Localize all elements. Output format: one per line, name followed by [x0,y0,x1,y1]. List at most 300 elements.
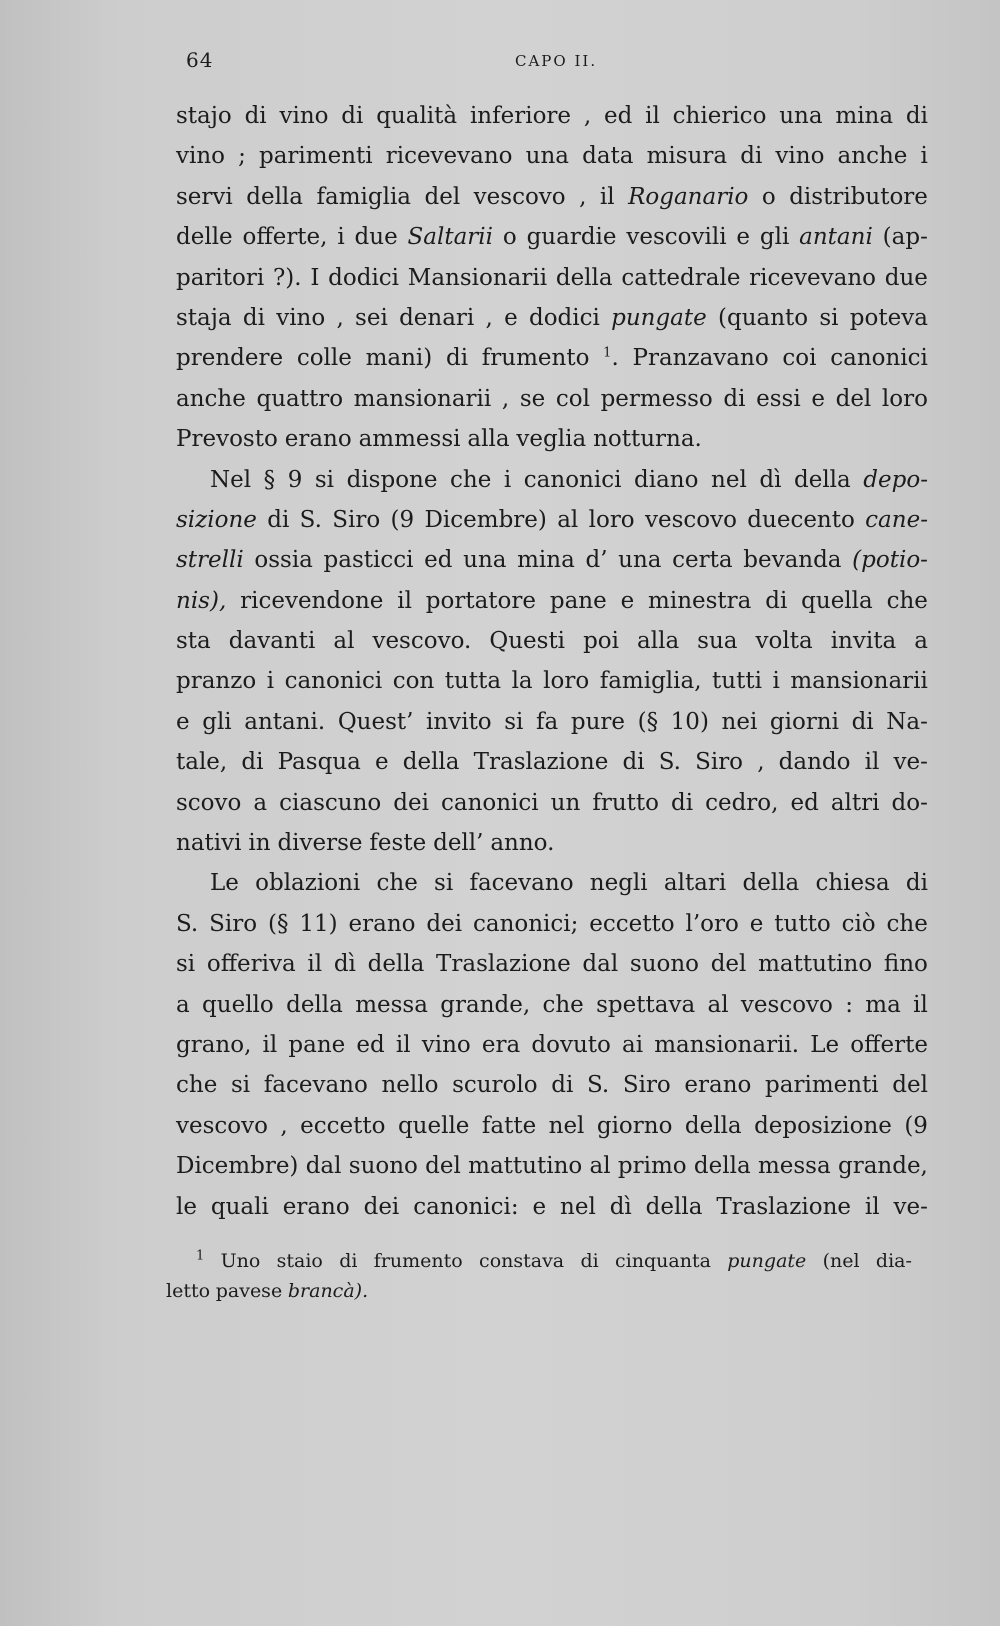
word: Siro [695,749,744,776]
word: di [851,708,874,735]
word: fa [536,708,559,735]
text-line [176,904,928,944]
word: nis), [176,587,227,614]
word: ricevevano [385,143,513,170]
word: pavese [215,1280,283,1302]
word: che [176,1072,218,1099]
word: ricevevano [749,264,876,291]
page-number: 64 [186,48,214,72]
text-line [176,460,928,500]
footnote [166,1246,912,1306]
word: vescovo [740,991,833,1018]
word: di [551,1072,574,1099]
word: nel [560,1193,596,1220]
word: brancà). [287,1280,369,1302]
word: si [819,304,839,331]
word: grande, [837,1153,928,1180]
word: , [579,183,587,210]
word: dì [759,466,782,493]
word: data [582,143,634,170]
word: della [693,1153,751,1180]
word: e [532,1193,547,1220]
word: , [336,304,344,331]
word: di [670,789,694,816]
word: mina [835,103,894,129]
paragraph [176,96,928,460]
word: vino [421,1031,471,1058]
word: chiesa [815,870,890,897]
word: Nel [210,466,252,493]
word: Dicembre) [424,506,547,533]
word: $^1$. [603,345,619,372]
word: gli [202,708,232,735]
word: vescovo [644,506,737,533]
word: dodici [528,304,600,331]
word: altari [663,870,727,897]
word: deposizione [754,1112,892,1139]
word: pungate [611,304,707,331]
word: nei [721,708,758,735]
word: depo- [863,466,928,493]
word: , [280,1112,288,1139]
word: giorni [769,708,839,735]
word: si [176,951,196,978]
word: a [176,991,190,1018]
word: ed [424,547,453,574]
word: al [707,991,729,1018]
word: famiglia [316,183,412,210]
word: S. [176,910,199,937]
word: portatore [425,587,536,614]
word: del [835,385,872,412]
word: dell’ [433,830,484,857]
word: suono [348,1153,418,1180]
text-line [176,823,928,863]
text-line [176,944,928,984]
word: (9 [390,506,415,533]
word: della [555,264,613,291]
word: ; [238,143,246,170]
word: 9 [287,466,303,493]
word: essi [756,385,801,412]
word: messa [355,991,428,1018]
word: tutto [774,910,831,937]
word: e [176,708,190,735]
word: colle [296,345,352,372]
word: 1 [196,1248,205,1264]
word: famiglia, [599,668,702,695]
word: vino [176,143,226,170]
word: di [242,304,265,331]
word: si [504,708,524,735]
word: Roganario [628,183,749,210]
word: facevano [469,870,574,897]
word: altri [830,789,880,816]
word: delle [176,224,233,251]
word: loro [588,506,635,533]
word: ossia [254,547,313,574]
text-line [176,500,928,540]
word: nello [381,1072,439,1099]
word: la [511,668,533,695]
word: di [267,506,290,533]
word: quello [202,991,274,1018]
word: nel [711,466,747,493]
word: Mansionarii [407,264,548,291]
word: il [599,183,615,210]
word: una [779,103,823,129]
word: Siro [332,506,381,533]
word: una [618,547,662,574]
word: e [374,749,389,776]
word: che [376,870,418,897]
word: eccetto [589,910,675,937]
word: i [772,668,780,695]
word: poteva [849,304,928,331]
text-line [176,298,928,338]
word: pungate [727,1250,807,1272]
word: , [757,749,765,776]
word: della [286,991,343,1018]
word: negli [589,870,648,897]
word: e [620,587,635,614]
text-line [176,661,928,701]
word: pane [549,587,607,614]
word: letto [166,1280,211,1302]
text-line [176,1025,928,1065]
word: distributore [789,183,928,210]
word: che [542,991,584,1018]
word: sei [355,304,388,331]
word: misura [646,143,728,170]
word: (§ [637,708,659,735]
word: a [253,789,268,816]
word: e [504,304,518,331]
text-line [176,379,928,419]
word: quella [801,587,873,614]
word: pasticci [323,547,414,574]
word: con [392,668,435,695]
word: i [337,224,345,251]
word: della [246,183,303,210]
word: Traslazione [473,749,609,776]
word: Questi [489,628,566,655]
word: il [864,749,880,776]
word: (nel [822,1250,860,1272]
word: prendere [176,345,284,372]
word: § [263,466,276,493]
word: le [176,1193,197,1220]
word: e [811,385,825,412]
word: primo [617,1153,687,1180]
word: mansionarii [353,385,492,412]
word: parimenti [258,143,373,170]
word: staja [176,304,232,331]
word: strelli [176,547,244,574]
text-line [176,1146,928,1186]
word: i [266,668,275,695]
word: pranzo [176,668,257,695]
word: I [310,264,320,291]
word: davanti [228,628,316,655]
word: spettava [596,991,696,1018]
word: ed [356,1031,385,1058]
word: Siro [209,910,258,937]
word: (§ [268,910,289,937]
text-line [176,540,928,580]
footnote-line [166,1276,912,1306]
word: sua [697,628,738,655]
word: oblazioni [255,870,361,897]
word: della [645,1193,703,1220]
word: il [307,951,323,978]
word: una [463,547,507,574]
word: al [557,506,579,533]
paragraph [176,863,928,1227]
text-line [176,742,928,782]
word: mattutino [468,1153,583,1180]
word: Le [810,1031,840,1058]
word: fino [883,951,928,978]
word: e [749,910,764,937]
word: quelle [397,1112,470,1139]
word: anche [837,143,908,170]
word: suono [629,951,700,978]
word: : [845,991,853,1018]
word: ciò [841,910,876,937]
word: i [920,143,928,170]
word: ai [622,1031,644,1058]
word: al [589,1153,611,1180]
word: vino [276,304,326,331]
word: mansionarii. [654,1031,800,1058]
word: grano, [176,1031,252,1058]
word: offerte, [242,224,328,251]
word: chierico [672,103,767,129]
word: ammessi [358,426,461,453]
word: che [886,910,928,937]
word: gli [759,224,790,251]
word: giorno [596,1112,673,1139]
word: alla [637,628,680,655]
word: antani. [244,708,326,735]
word: cane- [865,506,928,533]
word: canonici [523,466,622,493]
word: certa [672,547,733,574]
word: scovo [176,789,242,816]
word: di [339,1250,358,1272]
word: frumento [481,345,590,372]
word: erano [284,426,352,453]
word: di [905,103,928,129]
word: diano [634,466,699,493]
word: do- [891,789,928,816]
word: loro [881,385,928,412]
word: della [793,466,851,493]
word: messa [757,1153,831,1180]
word: tale, [176,749,228,776]
text-line [176,136,928,176]
word: pure [570,708,625,735]
word: Dicembre) [176,1153,299,1180]
word: di [740,143,763,170]
word: dia- [875,1250,912,1272]
text-line [176,581,928,621]
word: anno. [490,830,555,857]
word: Quest’ [337,708,414,735]
word: eccetto [300,1112,386,1139]
word: il [395,1031,411,1058]
word: antani [799,224,873,251]
word: dì [609,1193,632,1220]
text-line [176,1106,928,1146]
word: canonici; [472,910,579,937]
word: ?). [272,264,302,291]
word: dodici [328,264,400,291]
word: sizione [176,506,257,533]
text-line [176,783,928,823]
word: nel [548,1112,585,1139]
word: del [424,183,461,210]
word: guardie [526,224,617,251]
word: vescovo. [372,628,472,655]
word: d’ [585,547,608,574]
word: dì [333,951,356,978]
word: scurolo [452,1072,538,1099]
word: servi [176,183,233,210]
word: si [230,1072,251,1099]
word: di [580,1250,599,1272]
word: dal [305,1153,342,1180]
word: Le [210,870,239,897]
word: di [445,345,469,372]
word: quattro [256,385,344,412]
word: (9 [904,1112,928,1139]
word: di [905,870,928,897]
word: ve- [893,749,928,776]
word: mina [517,547,575,574]
word: ricevendone [240,587,384,614]
word: 11) [299,910,338,937]
word: S. [299,506,322,533]
word: qualità [376,103,458,129]
word: se [519,385,546,412]
word: del [892,1072,928,1099]
word: o [502,224,517,251]
word: canonici [284,668,383,695]
word: vino [775,143,825,170]
word: (ap- [882,224,928,251]
word: che [886,587,928,614]
word: sta [176,628,211,655]
word: Pranzavano [632,345,769,372]
word: l’oro [685,910,739,937]
word: , [583,103,592,129]
word: fatte [481,1112,537,1139]
word: offerte [850,1031,928,1058]
word: vescovo [473,183,566,210]
word: alla [467,426,510,453]
word: S. [658,749,681,776]
word: erano [282,1193,350,1220]
word: canonici [440,789,539,816]
paragraph [176,460,928,864]
word: minestra [648,587,752,614]
word: il [262,1031,278,1058]
word: al [333,628,355,655]
word: staio [276,1250,323,1272]
word: vescovili [626,224,727,251]
word: che [450,466,492,493]
word: veglia [516,426,587,453]
word: della [402,749,460,776]
word: permesso [600,385,713,412]
word: notturna. [593,426,702,453]
word: , [501,385,510,412]
word: inferiore [469,103,572,129]
word: duecento [747,506,855,533]
text-line [176,177,928,217]
text-line [176,258,928,298]
word: di [723,385,746,412]
word: della [742,870,800,897]
word: del [425,1153,461,1180]
word: mani) [365,345,433,372]
word: canonici [830,345,928,372]
word: della [367,951,425,978]
word: ma [865,991,901,1018]
word: facevano [263,1072,368,1099]
word: della [684,1112,742,1139]
word: dal [582,951,619,978]
word: parimenti [765,1072,879,1099]
word: ve- [893,1193,928,1220]
word: dei [363,1193,400,1220]
word: bevanda [743,547,842,574]
word: in [248,830,271,857]
word: o [761,183,776,210]
body-text [176,96,928,1227]
word: tutta [444,668,502,695]
word: ed [790,789,819,816]
word: anche [176,385,246,412]
word: una [525,143,569,170]
word: il [645,103,660,129]
word: un [550,789,581,816]
text-line [176,985,928,1025]
word: grande, [440,991,531,1018]
word: col [555,385,590,412]
word: quali [210,1193,269,1220]
word: pane [288,1031,346,1058]
word: vescovo [176,1112,268,1139]
word: Siro [622,1072,671,1099]
text-line [176,1187,928,1227]
word: , [485,304,493,331]
footnote-line [166,1246,912,1276]
word: Saltarii [407,224,494,251]
word: due [354,224,398,251]
word: constava [479,1250,565,1272]
word: Traslazione [436,951,571,978]
word: 10) [670,708,709,735]
word: cinquanta [615,1250,711,1272]
word: mansionarii [790,668,928,695]
word: poi [583,628,619,655]
word: cattedrale [621,264,741,291]
word: di [341,103,364,129]
word: stajo [176,103,232,129]
